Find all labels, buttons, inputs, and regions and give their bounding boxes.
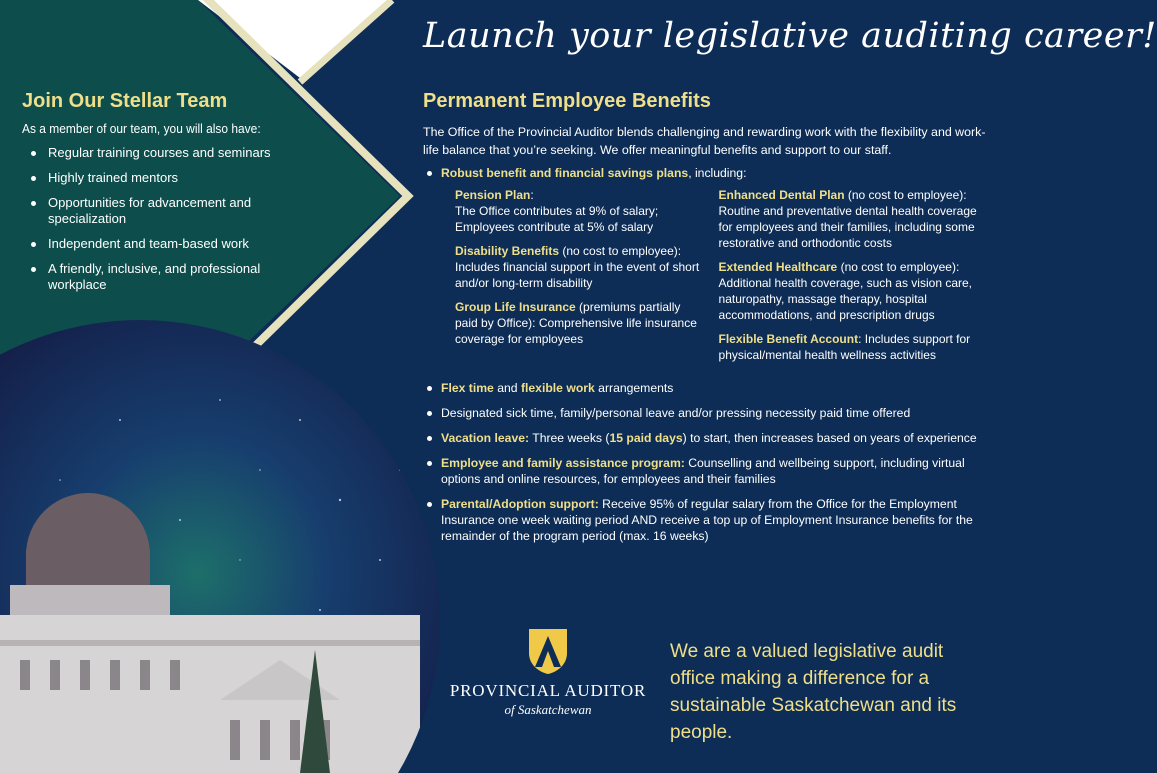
list-item [423,380,988,396]
list-item: A friendly, inclusive, and professional workplace [22,261,297,293]
robust-rest: , including: [688,166,747,180]
benefit-desc: Includes support for physical/mental health wellness activities [718,332,971,362]
page-title: Launch your legislative auditing career! [423,16,1157,56]
benefit-disability [455,243,701,291]
benefit-title: Extended Healthcare [718,260,838,274]
list-item: Regular training courses and seminars [22,145,297,161]
shield-icon [527,627,569,675]
provincial-auditor-logo [448,627,648,718]
list-item: Highly trained mentors [22,170,297,186]
parental-bold: Parental/Adoption support: [441,497,599,511]
benefit-suffix: : [530,188,534,202]
list-item [423,165,988,371]
benefit-suffix: (no cost to employee): [559,244,682,258]
list-item [423,496,988,544]
benefits-intro: The Office of the Provincial Auditor blends challenging and rewarding work with the flexibility and work-life balance that you’re seeking. We offer meaningful benefits and support to our staff. [423,125,986,157]
benefits-heading: Permanent Employee Benefits [423,90,711,112]
benefit-flexible-account [719,331,988,363]
benefit-suffix: : [858,332,862,346]
left-panel [22,90,297,302]
benefit-suffix: (premiums partially paid by Office): [455,300,681,330]
benefit-grid [455,187,988,371]
benefit-desc: Additional health coverage, such as vision care, naturopathy, massage therapy, hospital accommodations, and prescription drugs [718,276,972,322]
logo-name: PROVINCIAL AUDITOR [449,681,647,700]
benefit-title: Flexible Benefit Account [718,332,859,346]
benefit-healthcare [719,259,988,323]
tagline: We are a valued legislative audit office making a difference for a sustainable Saskatchewan and its people. [670,641,957,743]
flex-rest: arrangements [594,381,674,395]
benefit-desc: The Office contributes at 9% of salary; Employees contribute at 5% of salary [455,204,659,234]
benefit-column-left [455,187,701,371]
vacation-text-1: Three weeks ( [529,431,610,445]
robust-bold: Robust benefit and financial savings plans [441,166,689,180]
benefit-suffix: (no cost to employee): [844,188,967,202]
benefit-title: Group Life Insurance [455,300,576,314]
list-item: Independent and team-based work [22,236,297,252]
benefit-life-insurance [455,299,701,347]
list-item [423,430,988,446]
vacation-text-2: ) to start, then increases based on years of experience [682,431,977,445]
eap-bold: Employee and family assistance program: [441,456,685,470]
benefit-title: Enhanced Dental Plan [718,188,845,202]
benefit-suffix: (no cost to employee): [837,260,960,274]
benefit-desc: Routine and preventative dental health coverage for employees and their families, including some restorative and orthodontic costs [718,204,977,250]
benefit-dental [719,187,988,251]
logo-subtitle: of Saskatchewan [504,702,592,717]
flex-mid: and [493,381,521,395]
vacation-bold-2: 15 paid days [609,431,683,445]
parental-text: Receive 95% of regular salary from the Office for the Employment Insurance one week waiting period AND receive a top up of Employment Insurance benefits for the remainder of the program period (max. 16 weeks) [441,497,973,543]
list-item [423,455,988,487]
left-intro: As a member of our team, you will also have: [22,121,261,136]
vacation-bold: Vacation leave: [441,431,530,445]
benefit-pension [455,187,701,235]
benefits-list [423,165,988,544]
benefit-title: Pension Plan [455,188,531,202]
list-item: Designated sick time, family/personal leave and/or pressing necessity paid time offered [423,405,988,421]
list-item: Opportunities for advancement and specialization [22,195,297,227]
benefit-column-right [719,187,988,371]
team-perks-list [22,145,297,293]
left-heading: Join Our Stellar Team [22,90,228,112]
benefit-desc: Includes financial support in the event of short and/or long-term disability [455,260,700,290]
eap-text: Counselling and wellbeing support, including virtual options and online resources, for employees and their families [441,456,965,486]
benefit-title: Disability Benefits [455,244,560,258]
flex-bold-1: Flex time [441,381,494,395]
benefits-section [423,90,988,553]
benefit-desc: Comprehensive life insurance coverage for employees [455,316,697,346]
flex-bold-2: flexible work [520,381,595,395]
